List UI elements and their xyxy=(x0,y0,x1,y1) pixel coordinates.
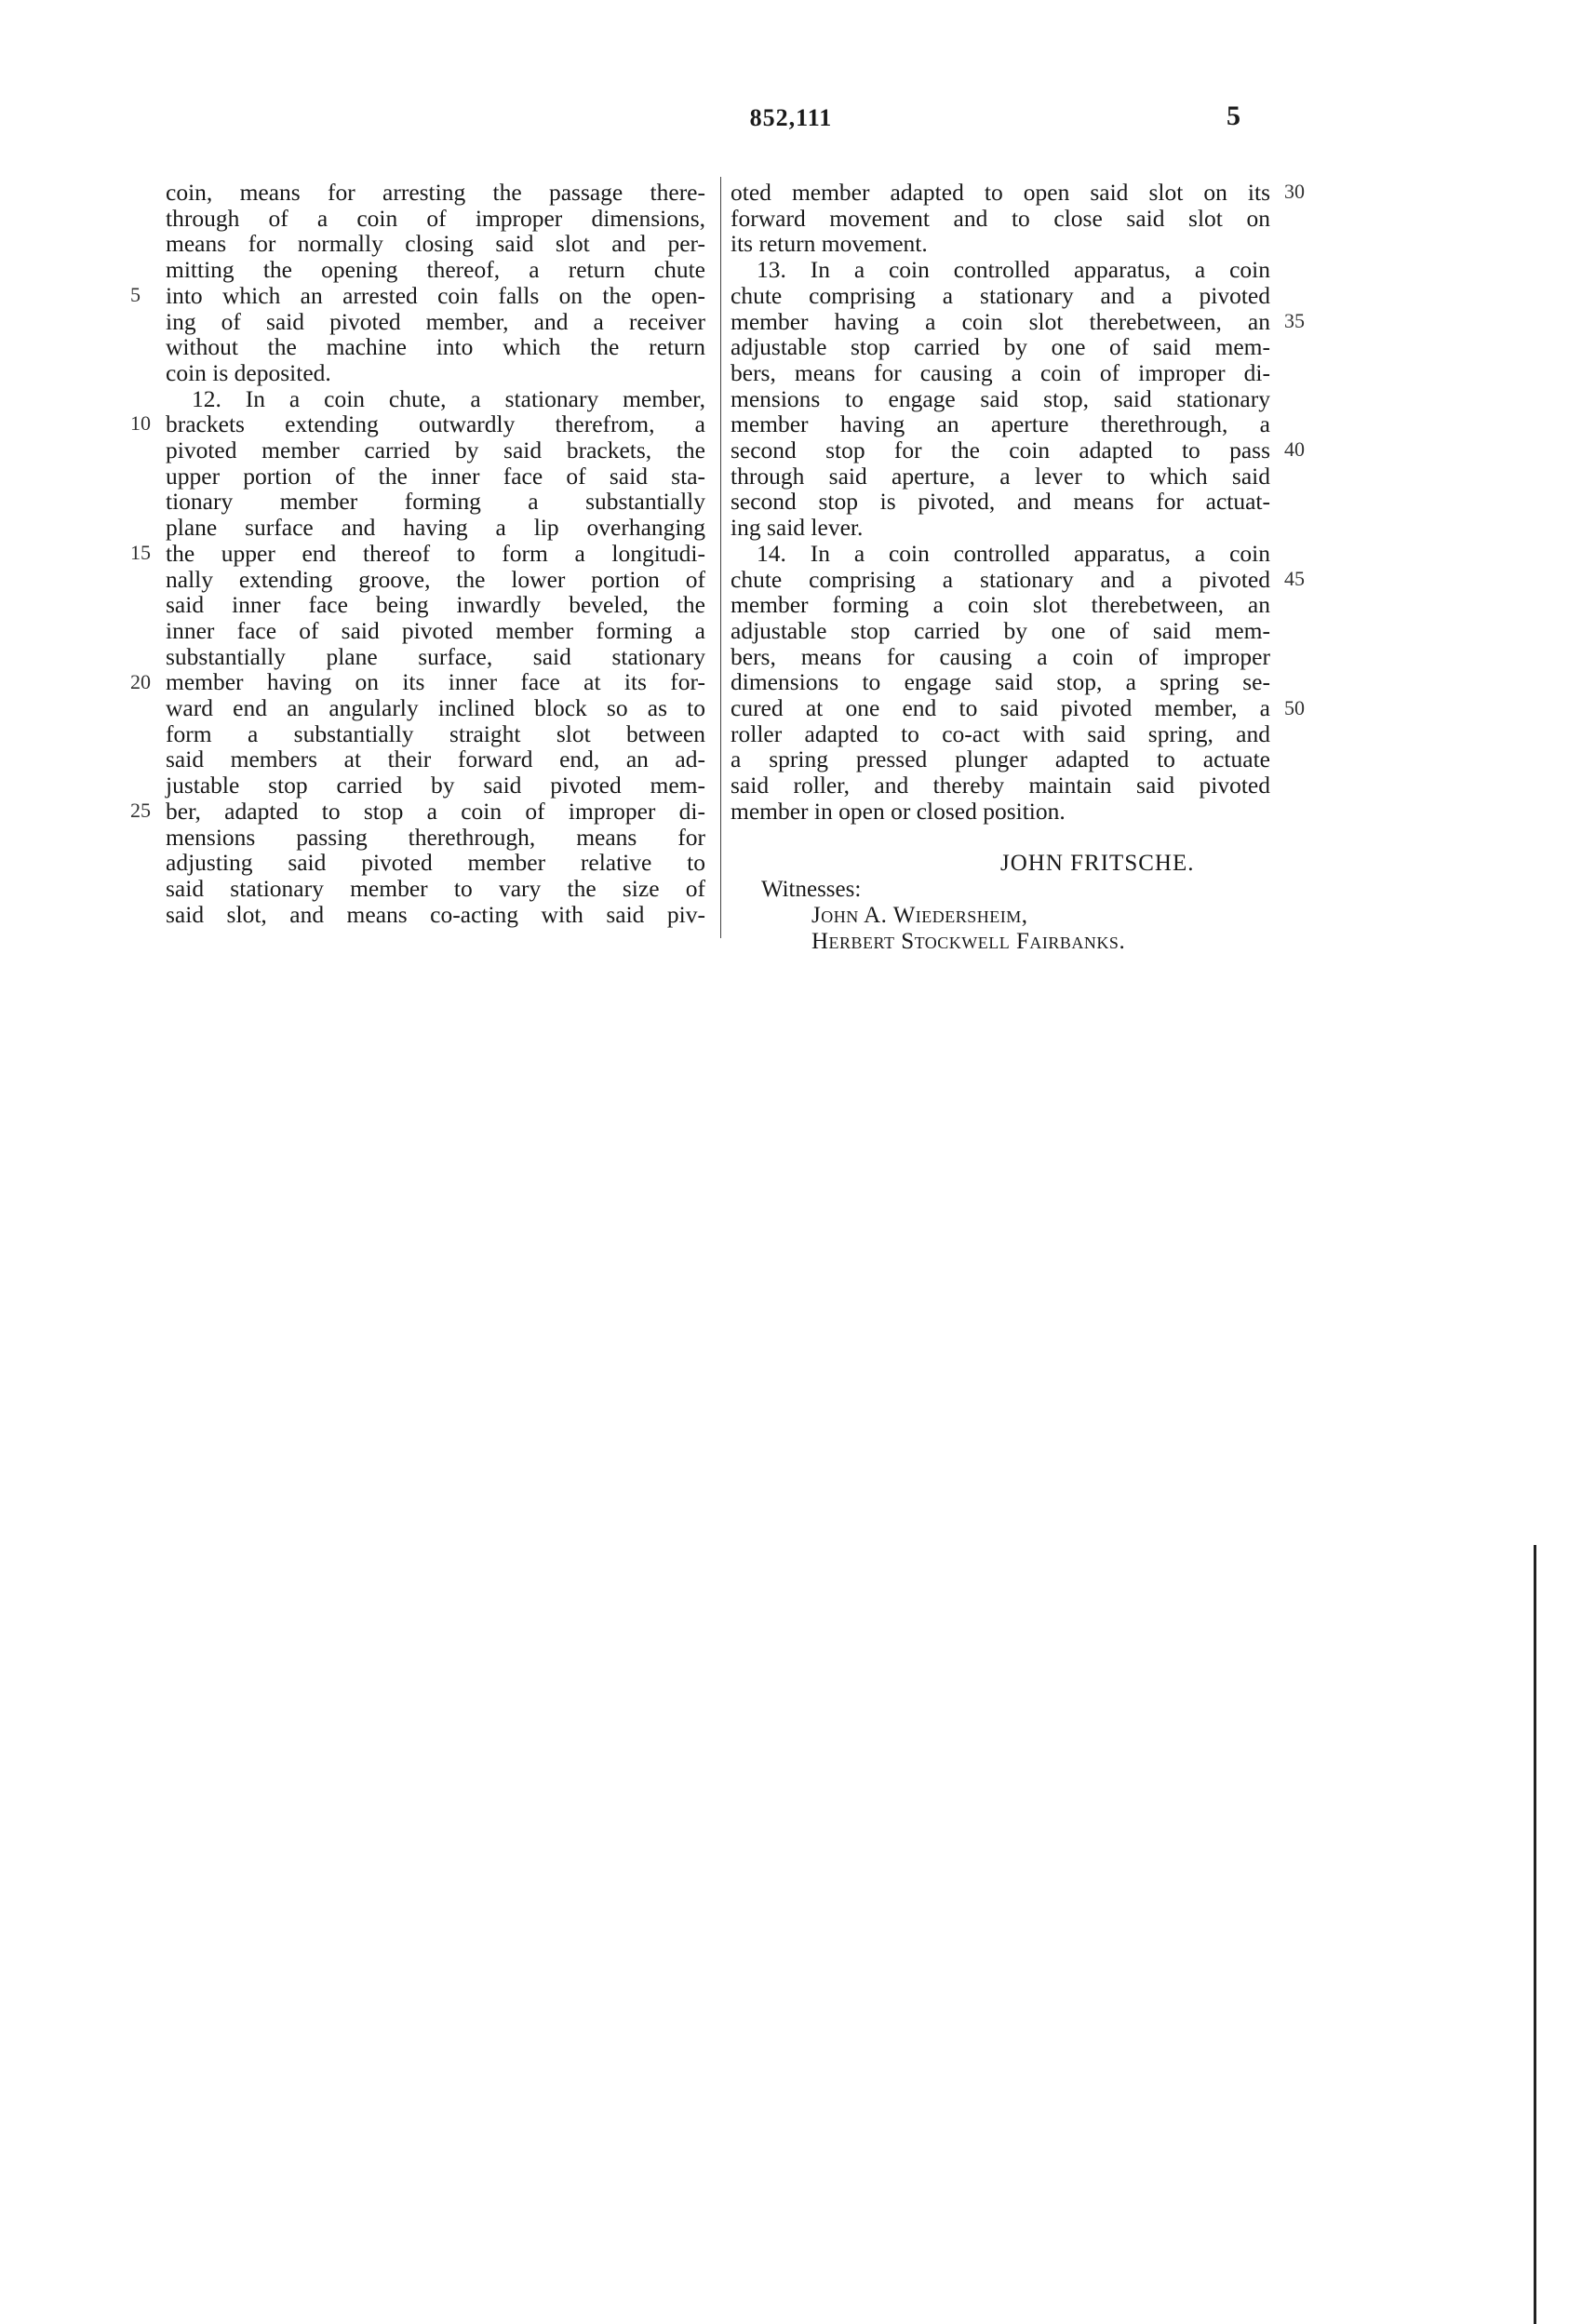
witness-name: Herbert Stockwell Fairbanks. xyxy=(811,929,1126,954)
text-line: into which an arrested coin falls on the open- xyxy=(166,281,705,309)
text-line: second stop for the coin adapted to pass xyxy=(731,437,1270,464)
text-line: second stop is pivoted, and means for actuat- xyxy=(731,488,1270,516)
text-line: without the machine into which the return xyxy=(166,333,705,361)
claim-13-start: 13. In a coin controlled apparatus, a coin xyxy=(757,256,1270,284)
left-column xyxy=(166,180,705,927)
text-line: upper portion of the inner face of said sta- xyxy=(166,462,705,490)
line-number: 20 xyxy=(130,670,151,693)
text-line: mitting the opening thereof, a return chute xyxy=(166,256,705,284)
text-line: a spring pressed plunger adapted to actuate xyxy=(731,746,1270,773)
line-number: 10 xyxy=(130,411,151,435)
text-line: adjustable stop carried by one of said mem- xyxy=(731,333,1270,361)
text-line: dimensions to engage said stop, a spring se- xyxy=(731,668,1270,696)
claim-14-start: 14. In a coin controlled apparatus, a coin xyxy=(757,539,1270,567)
text-line: said inner face being inwardly beveled, the xyxy=(166,591,705,619)
text-line: bers, means for causing a coin of improper di- xyxy=(731,358,1270,386)
line-number: 15 xyxy=(130,541,151,564)
text-line: cured at one end to said pivoted member, a xyxy=(731,694,1270,722)
text-line: coin, means for arresting the passage there- xyxy=(166,179,705,206)
claim-12-start: 12. In a coin chute, a stationary member, xyxy=(192,384,705,412)
text-line: through of a coin of improper dimensions, xyxy=(166,204,705,232)
text-line: the upper end thereof to form a longitudi- xyxy=(166,539,705,567)
inventor-signature: JOHN FRITSCHE. xyxy=(1000,851,1195,876)
witness-name: John A. Wiedersheim, xyxy=(811,903,1028,928)
text-line: member having an aperture therethrough, a xyxy=(731,410,1270,438)
patent-number: 852,111 xyxy=(749,104,833,131)
text-line: adjustable stop carried by one of said mem- xyxy=(731,616,1270,644)
text-line: mensions passing therethrough, means for xyxy=(166,823,705,851)
right-column xyxy=(731,180,1270,825)
text-line: chute comprising a stationary and a pivoted xyxy=(731,281,1270,309)
text-line: inner face of said pivoted member forming a xyxy=(166,616,705,644)
text-line: chute comprising a stationary and a pivoted xyxy=(731,565,1270,593)
text-line: ing of said pivoted member, and a receiver xyxy=(166,307,705,335)
text-line: pivoted member carried by said brackets, the xyxy=(166,437,705,464)
text-line: justable stop carried by said pivoted mem- xyxy=(166,772,705,799)
line-number: 50 xyxy=(1284,696,1305,719)
text-line: said stationary member to vary the size of xyxy=(166,874,705,902)
text-line: coin is deposited. xyxy=(166,358,331,386)
text-line: said roller, and thereby maintain said pivoted xyxy=(731,772,1270,799)
text-line: plane surface and having a lip overhanging xyxy=(166,514,705,542)
text-line: substantially plane surface, said stationary xyxy=(166,642,705,670)
text-line: member having a coin slot therebetween, an xyxy=(731,307,1270,335)
line-number: 45 xyxy=(1284,567,1305,590)
witnesses-label: Witnesses: xyxy=(761,877,862,902)
text-line: adjusting said pivoted member relative to xyxy=(166,849,705,877)
text-line: member having on its inner face at its for- xyxy=(166,668,705,696)
text-line: brackets extending outwardly therefrom, a xyxy=(166,410,705,438)
text-line: ing said lever. xyxy=(731,514,864,542)
text-line: ward end an angularly inclined block so as to xyxy=(166,694,705,722)
page-number: 5 xyxy=(1227,101,1240,131)
line-number: 40 xyxy=(1284,437,1305,461)
text-line: member in open or closed position. xyxy=(731,797,1066,825)
text-line: mensions to engage said stop, said stationary xyxy=(731,384,1270,412)
text-line: form a substantially straight slot between xyxy=(166,719,705,747)
text-line: ber, adapted to stop a coin of improper di- xyxy=(166,797,705,825)
line-number: 5 xyxy=(130,283,141,306)
line-number: 35 xyxy=(1284,309,1305,332)
text-line: means for normally closing said slot and per- xyxy=(166,230,705,258)
text-line: member forming a coin slot therebetween, an xyxy=(731,591,1270,619)
text-line: bers, means for causing a coin of improper xyxy=(731,642,1270,670)
scan-edge-mark xyxy=(1534,1545,1536,2324)
text-line: oted member adapted to open said slot on its xyxy=(731,179,1270,206)
text-line: tionary member forming a substantially xyxy=(166,488,705,516)
text-line: said members at their forward end, an ad- xyxy=(166,746,705,773)
text-line: said slot, and means co-acting with said piv- xyxy=(166,900,705,928)
text-line: roller adapted to co-act with said spring, and xyxy=(731,719,1270,747)
line-number: 30 xyxy=(1284,180,1305,203)
text-line: through said aperture, a lever to which said xyxy=(731,462,1270,490)
text-line: forward movement and to close said slot on xyxy=(731,204,1270,232)
line-number: 25 xyxy=(130,799,151,822)
text-line: its return movement. xyxy=(731,230,928,258)
text-line: nally extending groove, the lower portion of xyxy=(166,565,705,593)
column-divider xyxy=(720,177,721,938)
